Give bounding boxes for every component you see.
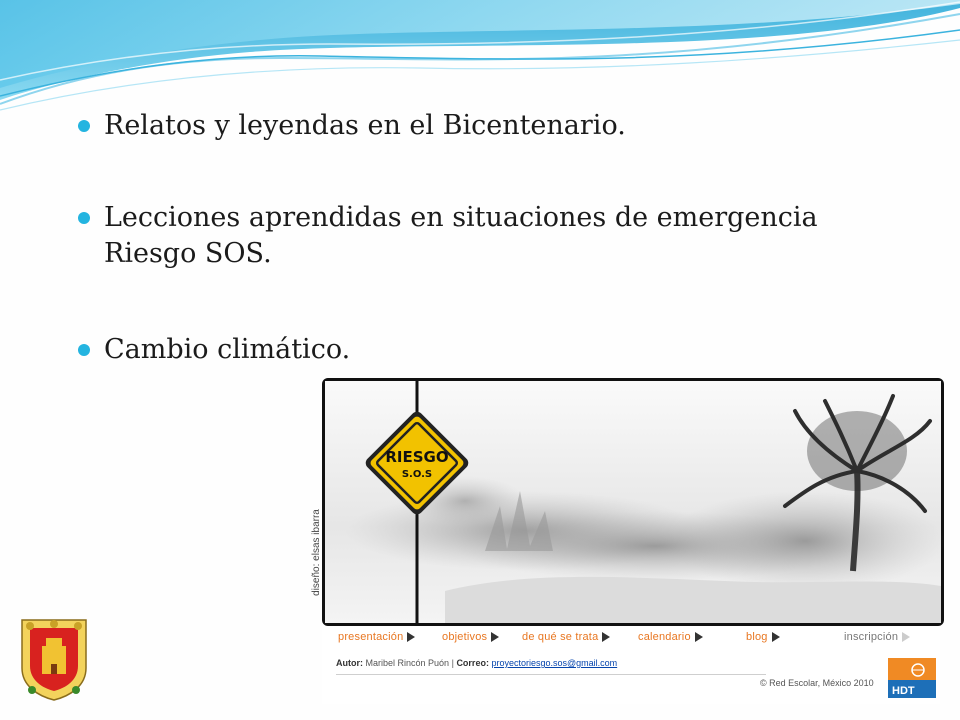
credits-separator: | [451, 658, 454, 668]
bullet-icon [78, 212, 90, 224]
vertical-credit-text: diseño: elsas ibarra [310, 509, 322, 596]
author-label: Autor: [336, 658, 363, 668]
play-arrow-icon [407, 632, 415, 642]
sign-line1: RIESGO [385, 448, 449, 466]
copyright-text: © Red Escolar, México 2010 [760, 678, 874, 688]
nav-label: presentación [338, 631, 404, 643]
bullet-icon [78, 120, 90, 132]
play-arrow-icon [602, 632, 610, 642]
website-nav [322, 628, 940, 652]
nav-label: de qué se trata [522, 631, 599, 643]
email-link[interactable]: proyectoriesgo.sos@gmail.com [491, 658, 618, 668]
hdt-logo[interactable] [888, 658, 936, 698]
author-name: Maribel Rincón Puón [365, 658, 450, 668]
bullet-text: Cambio climático. [104, 334, 351, 365]
bullet-text: Lecciones aprendidas en situaciones de emergencia Riesgo SOS. [104, 202, 818, 269]
footer-divider [336, 674, 766, 675]
bullet-icon [78, 344, 90, 356]
credits-line [336, 658, 617, 668]
nav-label: inscripción [844, 631, 899, 643]
play-arrow-icon [902, 632, 910, 642]
nav-calendario[interactable] [638, 631, 703, 643]
website-banner [310, 378, 944, 626]
play-arrow-icon [772, 632, 780, 642]
coat-of-arms-icon [18, 616, 90, 702]
sign-line2: S.O.S [401, 469, 433, 480]
list-item [78, 108, 864, 144]
nav-presentacion[interactable] [338, 631, 415, 643]
nav-label: objetivos [442, 631, 488, 643]
header-wave-decoration [0, 0, 960, 120]
play-arrow-icon [491, 632, 499, 642]
nav-label: calendario [638, 631, 691, 643]
nav-label: blog [746, 631, 768, 643]
nav-de-que-se-trata[interactable] [522, 631, 610, 643]
email-label: Correo: [456, 658, 489, 668]
hdt-logo-text: HDT [892, 685, 915, 697]
bullet-text: Relatos y leyendas en el Bicentenario. [104, 110, 626, 141]
nav-objetivos[interactable] [442, 631, 499, 643]
play-arrow-icon [695, 632, 703, 642]
list-item [78, 332, 864, 368]
nav-blog[interactable] [746, 631, 780, 643]
website-screenshot [310, 378, 940, 704]
riesgo-sos-sign-icon [361, 407, 473, 519]
nav-inscripcion[interactable] [844, 631, 910, 643]
list-item [78, 200, 864, 272]
